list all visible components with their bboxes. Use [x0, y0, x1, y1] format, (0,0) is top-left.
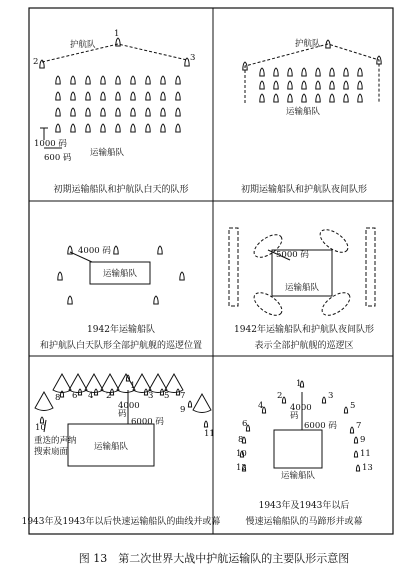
escort-number: 2	[106, 391, 112, 401]
convoy-ship	[146, 92, 150, 100]
convoy-label: 运输船队	[90, 148, 125, 158]
sonar-sector	[85, 374, 103, 393]
convoy-ship	[288, 81, 292, 89]
patrol-zone	[250, 288, 285, 319]
convoy-ship	[288, 94, 292, 102]
convoy-ship	[86, 92, 90, 100]
panel-caption: 1943年及1943年以后	[258, 501, 350, 511]
panel-initial-night-formation	[241, 38, 381, 195]
convoy-ship	[302, 94, 306, 102]
patrol-zone	[229, 228, 238, 306]
convoy-ship	[101, 108, 105, 116]
convoy-ship	[116, 92, 120, 100]
panel-caption: 慢速运输船队的马蹄形并或幕	[245, 517, 363, 527]
panel-grid	[29, 8, 393, 534]
panel-caption: 和护航队白天队形全部护航舰的巡逻位置	[39, 341, 203, 351]
escort-number: 1	[296, 379, 302, 389]
sonar-sector	[35, 392, 53, 411]
escort-ship	[58, 272, 62, 280]
convoy-ship	[56, 124, 60, 132]
escort-number: 2	[277, 391, 283, 401]
escort-number: 6	[72, 391, 78, 401]
sonar-label: 重迭的声纳	[34, 436, 77, 446]
escort-number: 7	[180, 391, 186, 401]
escort-number: 11	[204, 429, 215, 439]
convoy-ship	[176, 76, 180, 84]
convoy-ship	[71, 92, 75, 100]
convoy-ship	[330, 81, 334, 89]
distance-label: 4000	[290, 403, 312, 413]
sonar-sector	[165, 374, 183, 393]
convoy-ship	[260, 68, 264, 76]
convoy-ship	[358, 68, 362, 76]
convoy-ship	[56, 108, 60, 116]
escort-ship	[68, 296, 72, 304]
convoy-box	[274, 430, 322, 468]
escort-ship	[204, 421, 207, 427]
convoy-ship	[302, 81, 306, 89]
distance-label: 1000 码	[34, 139, 67, 149]
escort-ship	[158, 246, 162, 254]
convoy-ships	[260, 68, 362, 102]
convoy-ship	[344, 68, 348, 76]
convoy-ship	[161, 124, 165, 132]
panel-1943-slow-convoy-screen	[236, 379, 373, 527]
patrol-zone	[316, 225, 351, 256]
escort-ship	[180, 272, 184, 280]
escort-number: 8	[55, 393, 61, 403]
convoy-label: 运输船队	[280, 471, 316, 481]
convoy-ship	[176, 124, 180, 132]
patrol-zone	[366, 228, 375, 306]
convoy-ship	[316, 81, 320, 89]
convoy-ship	[146, 108, 150, 116]
convoy-ship	[56, 92, 60, 100]
escort-screen-path	[42, 44, 187, 62]
sonar-label: 搜索扇面	[34, 447, 69, 457]
escort-number: 8	[238, 435, 244, 445]
escort-label: 护航队	[295, 39, 321, 49]
escort-ship	[282, 397, 285, 403]
convoy-ship	[146, 124, 150, 132]
convoy-label: 运输船队	[102, 269, 138, 279]
distance-label: 4000 码	[78, 246, 111, 256]
panel-caption: 表示全部护航舰的巡逻区	[254, 341, 354, 351]
convoy-ship	[260, 81, 264, 89]
convoy-label: 运输船队	[286, 107, 321, 117]
escort-number: 7	[356, 421, 362, 431]
escort-number: 1	[114, 29, 120, 39]
escort-ship	[356, 465, 359, 471]
convoy-ship	[344, 94, 348, 102]
convoy-label: 运输船队	[284, 283, 320, 293]
convoy-ship	[101, 92, 105, 100]
escort-number: 12	[236, 463, 247, 473]
convoy-ship	[161, 76, 165, 84]
convoy-ship	[344, 81, 348, 89]
escort-ship	[354, 451, 357, 457]
convoy-ship	[274, 68, 278, 76]
convoy-ship	[131, 76, 135, 84]
convoy-ship	[288, 68, 292, 76]
escort-number: 4	[258, 401, 264, 411]
escort-number: 3	[190, 53, 196, 63]
escort-number: 6	[242, 419, 248, 429]
convoy-ship	[161, 92, 165, 100]
convoy-label: 运输船队	[93, 442, 129, 452]
escort-number: 2	[33, 57, 39, 67]
convoy-ship	[71, 76, 75, 84]
escort-number: 13	[362, 463, 373, 473]
escort-number: 3	[148, 391, 154, 401]
distance-unit: 码	[118, 409, 127, 419]
sonar-sector	[133, 374, 151, 393]
convoy-ship	[146, 76, 150, 84]
convoy-ship	[358, 81, 362, 89]
escort-number: 3	[328, 391, 334, 401]
sonar-sector	[53, 374, 71, 393]
convoy-ship	[116, 108, 120, 116]
escort-ship	[188, 401, 191, 407]
convoy-ship	[71, 108, 75, 116]
convoy-ship	[131, 92, 135, 100]
escort-ship	[350, 427, 353, 433]
convoy-ship	[176, 92, 180, 100]
escort-ship	[185, 58, 189, 66]
convoy-ship	[131, 124, 135, 132]
patrol-zone	[318, 288, 353, 319]
escort-ship	[354, 437, 357, 443]
escort-number: 5	[164, 391, 170, 401]
distance-label: 6000 码	[304, 421, 337, 431]
escort-number: 10	[35, 423, 46, 433]
panel-initial-day-formation	[33, 29, 195, 195]
convoy-ship	[330, 68, 334, 76]
distance-label: 4000	[118, 401, 140, 411]
convoy-ship	[176, 108, 180, 116]
convoy-ship	[86, 108, 90, 116]
panel-caption: 1942年运输船队	[87, 325, 155, 335]
sonar-sector	[101, 374, 119, 393]
escort-ship	[344, 407, 347, 413]
convoy-ship	[316, 68, 320, 76]
panel-1942-day-formation	[40, 246, 202, 351]
escort-ship	[114, 246, 118, 254]
sonar-sector	[193, 394, 211, 413]
convoy-ship	[71, 124, 75, 132]
panel-caption: 1943年及1943年以后快速运输船队的曲线并或幕	[21, 517, 221, 527]
convoy-ship	[101, 124, 105, 132]
panel-1943-fast-convoy-screen	[22, 374, 221, 527]
panel-caption: 初期运输船队和护航队白天的队形	[53, 185, 189, 195]
panel-caption: 初期运输船队和护航队夜间队形	[240, 185, 368, 195]
distance-label: 6000 码	[131, 417, 164, 427]
convoy-ship	[86, 76, 90, 84]
escort-ship	[60, 391, 63, 397]
panel-caption: 1942年运输船队和护航队夜间队形	[234, 325, 374, 335]
convoy-ship	[260, 94, 264, 102]
convoy-ships	[56, 76, 180, 132]
convoy-ship	[358, 94, 362, 102]
convoy-ship	[274, 81, 278, 89]
escort-ship	[154, 296, 158, 304]
escort-ship	[40, 60, 44, 68]
escort-number: 5	[350, 401, 356, 411]
escort-number: 9	[180, 405, 186, 415]
figure-caption: 图 13 第二次世界大战中护航运输队的主要队形示意图	[78, 552, 350, 565]
escort-number: 4	[88, 391, 94, 401]
distance-label: 5000 码	[276, 250, 309, 260]
convoy-ship	[101, 76, 105, 84]
escort-number: 1	[130, 381, 136, 391]
escort-label: 护航队	[70, 40, 96, 50]
convoy-ship	[116, 76, 120, 84]
convoy-ship	[86, 124, 90, 132]
escort-number: 10	[236, 449, 247, 459]
convoy-ship	[131, 108, 135, 116]
panel-1942-night-formation	[229, 225, 375, 351]
convoy-ship	[56, 76, 60, 84]
convoy-ship	[274, 94, 278, 102]
convoy-ship	[302, 68, 306, 76]
sonar-sector	[149, 374, 167, 393]
convoy-ship	[330, 94, 334, 102]
escort-ship	[322, 397, 325, 403]
distance-unit: 码	[290, 411, 299, 421]
sonar-sector	[69, 374, 87, 393]
escort-number: 11	[360, 449, 371, 459]
convoy-ship	[161, 108, 165, 116]
convoy-ship	[316, 94, 320, 102]
escort-number: 9	[360, 435, 366, 445]
distance-label: 600 码	[44, 153, 72, 163]
convoy-ship	[116, 124, 120, 132]
